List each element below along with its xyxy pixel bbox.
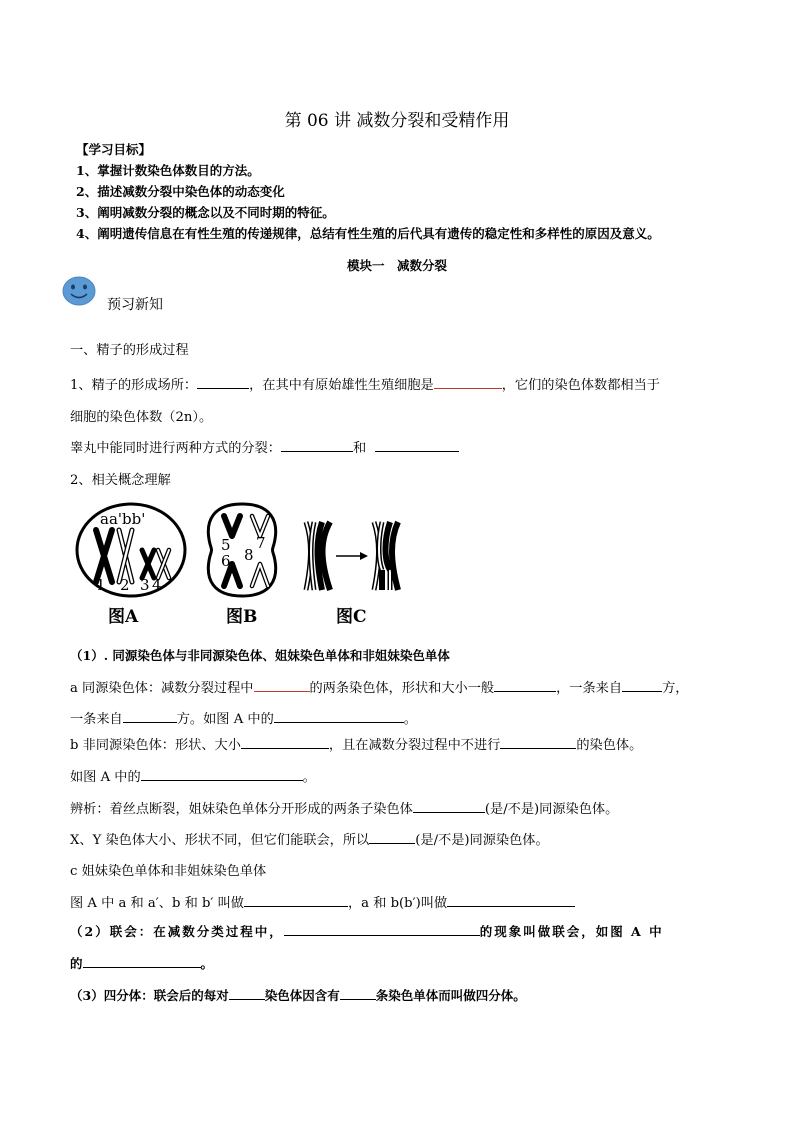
figB-num-8: 8 xyxy=(244,546,254,564)
module-heading: 模块一 减数分裂 xyxy=(346,258,447,273)
blank-sub3-1[interactable] xyxy=(229,986,265,1000)
figA-genes: aa'bb' xyxy=(100,510,146,528)
objective-item-4: 4、阐明遗传信息在有性生殖的传递规律，总结有性生殖的后代具有遗传的稳定性和多样性的原因及意义。 xyxy=(76,226,660,241)
b-line2: 如图 A 中的 。 xyxy=(70,766,316,785)
chromosome-figure xyxy=(74,500,414,630)
q1-line1: 1、精子的形成场所： ，在其中有原始雄性生殖细胞是 ，它们的染色体数都相当于 xyxy=(70,374,660,393)
analysis-line2: X、Y 染色体大小、形状不同，但它们能联会，所以 (是/不是)同源染色体。 xyxy=(70,829,549,848)
smiley-icon xyxy=(62,276,96,306)
figA-num-2: 2 xyxy=(120,576,130,594)
figA-chromosome-3 xyxy=(142,550,154,578)
figC-left-pair xyxy=(306,522,330,590)
blank-sub2-1[interactable] xyxy=(284,922,480,936)
figC-label: 图C xyxy=(336,607,367,627)
figA-num-3: 3 xyxy=(140,576,150,594)
blank-division-2[interactable] xyxy=(375,438,459,452)
objective-item-1: 1、掌握计数染色体数目的方法。 xyxy=(76,163,260,178)
objectives-heading: 【学习目标】 xyxy=(76,142,152,157)
blank-division-1[interactable] xyxy=(281,438,353,452)
page-title: 第 06 讲 减数分裂和受精作用 xyxy=(284,111,510,131)
q1-line2: 细胞的染色体数（2n）。 xyxy=(70,410,213,425)
c-line: 图 A 中 a 和 a′、b 和 b′ 叫做 ，a 和 b(b′)叫做 xyxy=(70,892,575,911)
blank-site[interactable] xyxy=(197,375,249,389)
blank-analysis-1[interactable] xyxy=(413,799,485,813)
sub3-line: （3）四分体：联会后的每对 染色体因含有 条染色单体而叫做四分体。 xyxy=(70,988,526,1003)
figB-num-7: 7 xyxy=(256,534,266,552)
blank-sub2-2[interactable] xyxy=(83,954,201,968)
figB-chromosome-7 xyxy=(252,516,268,536)
figB-label: 图B xyxy=(226,607,258,627)
blank-a-4[interactable] xyxy=(123,709,177,723)
blank-b-2[interactable] xyxy=(500,735,576,749)
blank-a-5[interactable] xyxy=(274,709,404,723)
objective-item-2: 2、描述减数分裂中染色体的动态变化 xyxy=(76,184,285,199)
blank-analysis-2[interactable] xyxy=(369,830,415,844)
q1-line3: 睾丸中能同时进行两种方式的分裂： 和 xyxy=(70,437,459,456)
c-heading: c 姐妹染色单体和非姐妹染色单体 xyxy=(70,864,267,879)
blank-c-1[interactable] xyxy=(244,893,348,907)
blank-sub3-2[interactable] xyxy=(340,986,376,1000)
figA-label: 图A xyxy=(108,607,139,627)
figB-chromosome-5 xyxy=(224,516,240,536)
blank-cell[interactable] xyxy=(434,375,502,389)
sub1-heading: （1）. 同源染色体与非同源染色体、姐妹染色单体和非姐妹染色单体 xyxy=(70,648,450,663)
figB-num-6: 6 xyxy=(221,552,231,570)
figA-num-1: 1 xyxy=(96,576,106,594)
blank-b-1[interactable] xyxy=(241,735,329,749)
blank-a-2[interactable] xyxy=(494,678,556,692)
figB-num-5: 5 xyxy=(221,536,231,554)
objective-item-3: 3、阐明减数分裂的概念以及不同时期的特征。 xyxy=(76,205,335,220)
figB-chromosome-8 xyxy=(252,564,268,586)
sub2-line2: 的 。 xyxy=(70,956,214,971)
figC-right-pair xyxy=(374,522,398,590)
b-line1: b 非同源染色体：形状、大小 ，且在减数分裂过程中不进行 的染色体。 xyxy=(70,734,642,753)
blank-b-3[interactable] xyxy=(141,767,303,781)
figA-chromosome-4 xyxy=(158,550,169,578)
figA-num-4: 4 xyxy=(152,576,162,594)
figA-chromosome-2 xyxy=(119,530,132,582)
a-line2: 一条来自 方。如图 A 中的 。 xyxy=(70,708,417,727)
section-heading: 一、精子的形成过程 xyxy=(70,343,189,358)
blank-c-2[interactable] xyxy=(447,893,575,907)
blank-a-3[interactable] xyxy=(622,678,662,692)
sub2-line1: （2）联会：在减数分类过程中， 的现象叫做联会，如图 A 中 xyxy=(70,924,664,939)
a-line1: a 同源染色体：减数分裂过程中 的两条染色体，形状和大小一般 ，一条来自 方， xyxy=(70,677,688,696)
figA-chromosome-1 xyxy=(96,530,112,582)
analysis-line1: 辨析：着丝点断裂，姐妹染色单体分开形成的两条子染色体 (是/不是)同源染色体。 xyxy=(70,798,618,817)
q2-heading: 2、相关概念理解 xyxy=(70,473,171,488)
preview-heading: 预习新知 xyxy=(107,297,163,313)
blank-a-1[interactable] xyxy=(254,678,310,692)
